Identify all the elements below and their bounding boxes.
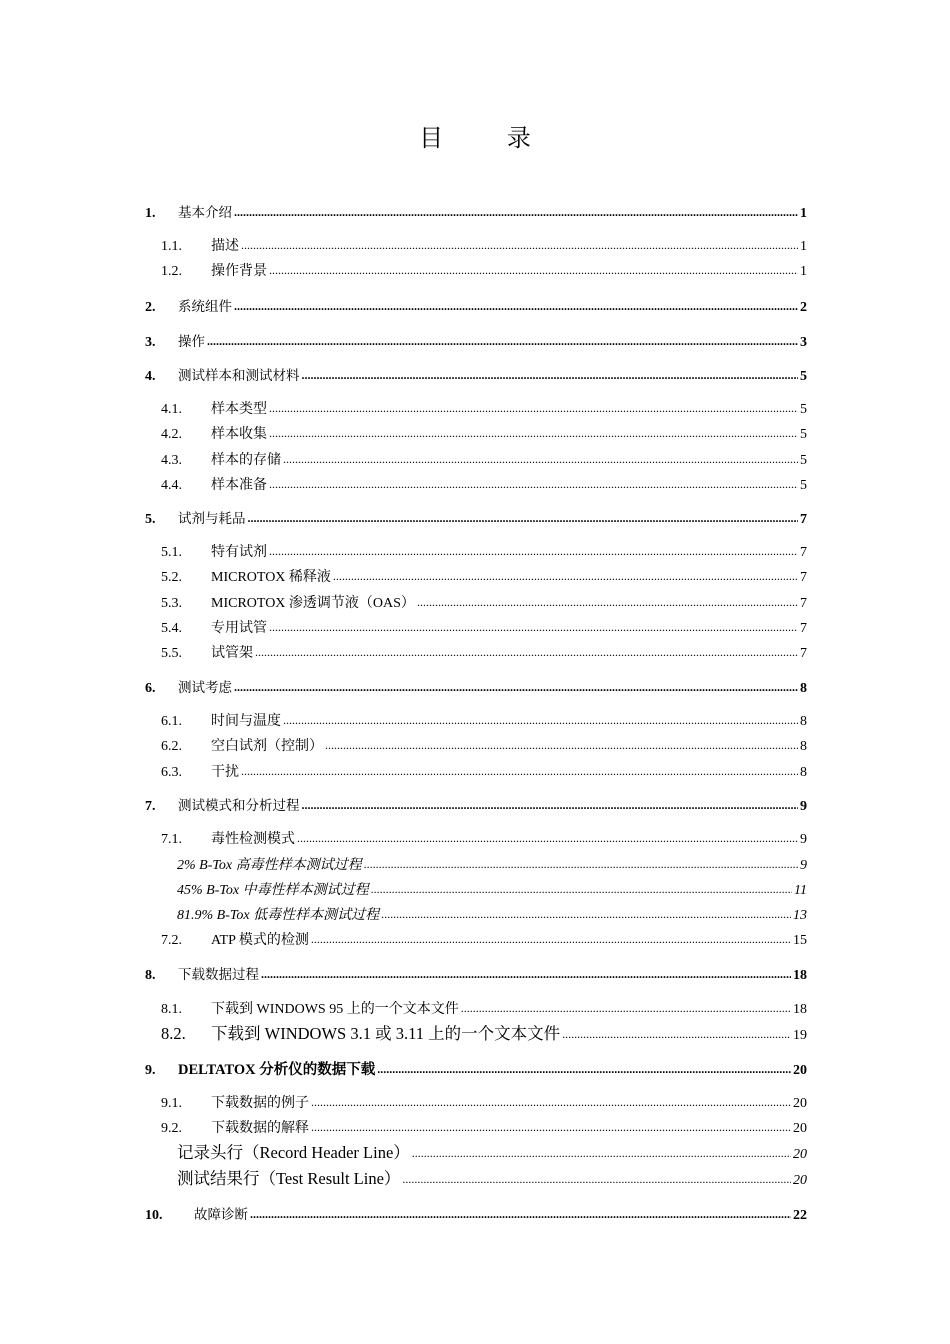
toc-title: 毒性检测模式 [211,832,295,847]
toc-entry-4-4[interactable] [161,475,807,495]
toc-title: MICROTOX 渗透调节液（OAS） [211,596,415,611]
toc-entry-4-1[interactable] [161,399,807,419]
toc-number: 6.2. [161,739,182,754]
toc-leader [302,795,799,816]
toc-page-number: 3 [800,335,807,350]
toc-entry-9-2-a[interactable] [177,1143,807,1163]
toc-number: 8. [145,968,156,983]
toc-number: 5. [145,512,156,527]
toc-leader [269,423,798,444]
toc-number: 5.2. [161,570,182,585]
toc-title: ATP 模式的检测 [211,933,309,948]
toc-number: 9.1. [161,1096,182,1111]
title-char-2: 录 [506,124,531,152]
toc-page-number: 5 [800,402,807,417]
toc-leader [417,592,798,613]
toc-page-number: 18 [793,968,807,983]
toc-leader [269,474,798,495]
toc-title: 系统组件 [178,299,232,315]
toc-title: DELTATOX 分析仪的数据下载 [178,1062,376,1078]
toc-title: 干扰 [211,765,239,780]
toc-page-number: 13 [793,908,807,923]
toc-entry-9-2[interactable] [161,1118,807,1138]
toc-title: 操作背景 [211,264,267,279]
toc-number: 8.1. [161,1002,182,1017]
toc-entry-8-1[interactable] [161,999,807,1019]
toc-entry-4-3[interactable] [161,450,807,470]
toc-entry-1-2[interactable] [161,261,807,281]
toc-number: 10. [145,1208,163,1223]
toc-page-number: 7 [800,512,807,527]
toc-entry-1-1[interactable] [161,236,807,256]
toc-entry-6[interactable] [145,678,807,698]
toc-entry-6-1[interactable] [161,711,807,731]
toc-page-number: 1 [800,239,807,254]
title-char-1: 目 [419,124,444,152]
toc-leader [234,296,798,317]
toc-entry-6-3[interactable] [161,762,807,782]
toc-leader [248,508,799,529]
toc-page-number: 8 [800,739,807,754]
toc-page-number: 8 [800,765,807,780]
toc-page-number: 1 [800,206,807,221]
toc-page-number: 7 [800,621,807,636]
toc-page-number: 22 [793,1208,807,1223]
toc-number: 1.1. [161,239,182,254]
toc-number: 4.2. [161,427,182,442]
toc-entry-5-3[interactable] [161,593,807,613]
toc-title: 样本的存储 [211,453,281,468]
toc-leader [311,1092,791,1113]
toc-entry-1[interactable] [145,203,807,223]
toc-title: 描述 [211,239,239,254]
toc-number: 1. [145,206,156,221]
toc-entry-4-2[interactable] [161,424,807,444]
toc-leader [562,1024,791,1045]
toc-page-number: 5 [800,478,807,493]
toc-title: 时间与温度 [211,714,281,729]
toc-leader [333,566,798,587]
toc-number: 7.1. [161,832,182,847]
toc-leader [269,541,798,562]
toc-title: 操作 [178,334,205,350]
toc-page-number: 2 [800,300,807,315]
toc-leader [381,904,791,925]
toc-page-number: 7 [800,570,807,585]
toc-leader [241,235,798,256]
toc-title: 2% B-Tox 高毒性样本测试过程 [177,858,362,873]
toc-title: 样本类型 [211,402,267,417]
toc-number: 7.2. [161,933,182,948]
toc-leader [412,1143,791,1164]
toc-title: 45% B-Tox 中毒性样本测试过程 [177,883,369,898]
toc-number: 5.5. [161,646,182,661]
toc-leader [269,398,798,419]
toc-entry-9[interactable] [145,1060,807,1080]
toc-leader [377,1059,791,1080]
toc-page-number: 15 [793,933,807,948]
toc-title: 81.9% B-Tox 低毒性样本测试过程 [177,908,380,923]
toc-title: 空白试剂（控制） [211,739,323,754]
toc-title: 专用试管 [211,621,267,636]
toc-number: 2. [145,300,156,315]
toc-title: 试管架 [211,646,253,661]
toc-leader [461,998,791,1019]
toc-leader [250,1204,791,1225]
toc-title: 测试考虑 [178,680,232,696]
toc-entry-7-2[interactable] [161,930,807,950]
toc-title: 下载数据过程 [178,967,259,983]
toc-title: 样本准备 [211,478,267,493]
toc-entry-9-2-b[interactable] [177,1169,807,1189]
toc-title: 下载数据的解释 [211,1121,309,1136]
toc-page-number: 8 [800,714,807,729]
toc-number: 5.1. [161,545,182,560]
toc-leader [283,449,798,470]
toc-leader [364,854,798,875]
toc-entry-4[interactable] [145,366,807,386]
toc-leader [269,260,798,281]
toc-page-number: 5 [800,427,807,442]
toc-number: 4. [145,369,156,384]
toc-page-number: 11 [794,883,807,898]
toc-leader [207,331,798,352]
toc-title: 下载到 WINDOWS 95 上的一个文本文件 [211,1002,459,1017]
toc-title: 样本收集 [211,427,267,442]
toc-title: 测试样本和测试材料 [178,368,300,384]
toc-entry-8[interactable] [145,965,807,985]
toc-number: 4.3. [161,453,182,468]
toc-leader [234,202,798,223]
toc-leader [311,929,791,950]
toc-number: 6.1. [161,714,182,729]
toc-number: 5.3. [161,596,182,611]
toc-number: 9. [145,1063,156,1078]
toc-entry-7-1-c[interactable] [177,905,807,925]
toc-number: 6. [145,681,156,696]
toc-page-number: 5 [800,453,807,468]
toc-page-number: 7 [800,596,807,611]
toc-page-number: 20 [793,1096,807,1111]
toc-leader [371,879,792,900]
toc-page-number: 19 [793,1028,807,1043]
toc-page-number: 5 [800,369,807,384]
toc-page-number: 8 [800,681,807,696]
toc-leader [269,617,798,638]
toc-title: 测试结果行（Test Result Line） [177,1169,401,1188]
toc-number: 1.2. [161,264,182,279]
toc-entry-5[interactable] [145,509,807,529]
toc-entry-7-1-b[interactable] [177,880,807,900]
toc-leader [234,677,798,698]
toc-entry-5-2[interactable] [161,567,807,587]
toc-number: 3. [145,335,156,350]
toc-leader [297,828,798,849]
toc-page-number: 9 [800,799,807,814]
toc-page-number: 9 [800,832,807,847]
toc-title: 记录头行（Record Header Line） [177,1143,410,1162]
toc-page-number: 9 [800,858,807,873]
toc-leader [402,1169,791,1190]
toc-entry-5-4[interactable] [161,618,807,638]
toc-page-number: 18 [793,1002,807,1017]
toc-number: 7. [145,799,156,814]
toc-page-number: 1 [800,264,807,279]
toc-leader [241,761,798,782]
toc-title: 基本介绍 [178,205,232,221]
toc-entry-2[interactable] [145,297,807,317]
toc-title: 测试模式和分析过程 [178,798,300,814]
toc-entry-7-1[interactable] [161,829,807,849]
toc-entry-9-1[interactable] [161,1093,807,1113]
toc-entry-5-5[interactable] [161,643,807,663]
toc-number: 8.2. [161,1024,186,1043]
toc-title: 下载数据的例子 [211,1096,309,1111]
toc-leader [283,710,798,731]
toc-number: 9.2. [161,1121,182,1136]
toc-entry-5-1[interactable] [161,542,807,562]
toc-leader [255,642,798,663]
page-title [0,118,950,153]
toc-leader [261,964,791,985]
toc-title: 下载到 WINDOWS 3.1 或 3.11 上的一个文本文件 [211,1024,561,1043]
toc-title: 特有试剂 [211,545,267,560]
toc-page-number: 20 [793,1121,807,1136]
toc-entry-3[interactable] [145,332,807,352]
toc-leader [325,735,798,756]
toc-entry-6-2[interactable] [161,736,807,756]
toc-page-number: 20 [793,1063,807,1078]
toc-leader [311,1117,791,1138]
toc-page-number: 7 [800,545,807,560]
toc-number: 6.3. [161,765,182,780]
toc-number: 5.4. [161,621,182,636]
toc-page-number: 20 [793,1173,807,1188]
toc-entry-7-1-a[interactable] [177,855,807,875]
toc-page-number: 7 [800,646,807,661]
toc-number: 4.1. [161,402,182,417]
toc-leader [302,365,799,386]
toc-entry-7[interactable] [145,796,807,816]
toc-title: MICROTOX 稀释液 [211,570,331,585]
toc-entry-8-2[interactable] [161,1024,807,1044]
toc-page-number: 20 [793,1147,807,1162]
toc-title: 试剂与耗品 [178,511,246,527]
toc-number: 4.4. [161,478,182,493]
toc-entry-10[interactable] [145,1205,807,1225]
toc-title: 故障诊断 [194,1207,248,1223]
